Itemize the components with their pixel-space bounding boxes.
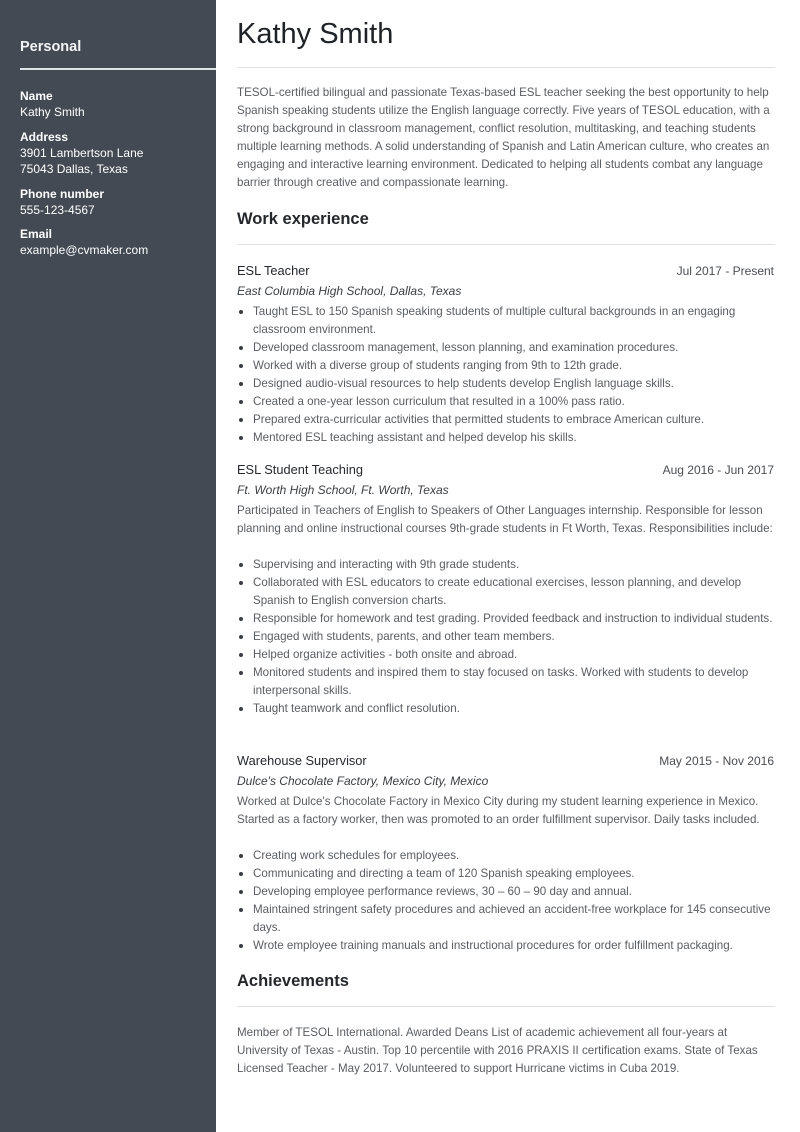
field-name <box>20 88 216 121</box>
field-phone <box>20 186 216 219</box>
field-label: Name <box>20 89 53 103</box>
list-item: Prepared extra-curricular activities that permitted students to embrace American culture. <box>237 411 777 429</box>
job-company: East Columbia High School, Dallas, Texas <box>237 284 462 298</box>
field-value: 75043 Dallas, Texas <box>20 162 128 176</box>
field-address <box>20 129 216 178</box>
section-title: Work experience <box>237 210 369 228</box>
job-company: Dulce's Chocolate Factory, Mexico City, Mexico <box>237 774 489 788</box>
list-item: Responsible for homework and test grading. Provided feedback and instruction to individual students. <box>237 610 777 628</box>
job-entry <box>237 461 777 718</box>
job-description: Worked at Dulce's Chocolate Factory in Mexico City during my student learning experience in Mexico. Started as a factory worker, then was promoted to an order fulfillment supervisor. Daily tasks included. <box>237 795 760 826</box>
list-item: Monitored students and inspired them to stay focused on tasks. Worked with students to develop interpersonal skills. <box>237 664 777 700</box>
job-title: ESL Student Teaching <box>237 462 363 477</box>
list-item: Helped organize activities - both onsite and abroad. <box>237 646 777 664</box>
field-label: Phone number <box>20 186 105 201</box>
field-value: 555-123-4567 <box>20 202 95 217</box>
profile-summary: TESOL-certified bilingual and passionate Texas-based ESL teacher seeking the best opportunity to help Spanish speaking students utilize the English language correctly. Five years of TESOL education, with a strong background in classroom management, conflict resolution, multitasking, and teaching students multiple learning methods. A solid understanding of Spanish and Latin American culture, who creates an engaging and interactive learning environment. Dedicated to helping all students combat any language barrier through creative and compassionate learning. <box>237 86 770 189</box>
job-entry <box>237 262 777 447</box>
field-email <box>20 226 216 259</box>
job-description: Participated in Teachers of English to Speakers of Other Languages internship. Responsible for lesson planning and online instructional courses 9th-grade students in Ft Worth, Texas. Responsibilities include: <box>237 504 773 535</box>
sidebar-divider <box>20 68 216 70</box>
list-item: Maintained stringent safety procedures and achieved an accident-free workplace for 145 consecutive days. <box>237 901 777 937</box>
job-date: Jul 2017 - Present <box>676 264 774 278</box>
job-bullets <box>237 847 777 955</box>
job-date: Aug 2016 - Jun 2017 <box>662 463 774 477</box>
job-entry <box>237 752 777 955</box>
sidebar-title: Personal <box>20 39 82 55</box>
field-label: Email <box>20 227 53 241</box>
list-item: Communicating and directing a team of 120 Spanish speaking employees. <box>237 865 777 883</box>
achievements-section <box>237 971 777 1078</box>
page-title: Kathy Smith <box>237 18 394 50</box>
field-value: Kathy Smith <box>20 105 85 119</box>
list-item: Taught ESL to 150 Spanish speaking students of multiple cultural backgrounds in an engaging classroom environment. <box>237 303 777 339</box>
field-value: example@cvmaker.com <box>20 243 149 257</box>
work-experience-section <box>237 209 777 955</box>
list-item: Wrote employee training manuals and instructional procedures for order fulfillment packaging. <box>237 937 777 955</box>
title-divider <box>237 67 775 68</box>
field-label: Address <box>20 129 69 144</box>
job-title: Warehouse Supervisor <box>237 753 367 768</box>
job-date: May 2015 - Nov 2016 <box>659 754 774 768</box>
job-title: ESL Teacher <box>237 263 310 278</box>
list-item: Mentored ESL teaching assistant and helped develop his skills. <box>237 429 777 447</box>
list-item: Taught teamwork and conflict resolution. <box>237 700 777 718</box>
list-item: Designed audio-visual resources to help students develop English language skills. <box>237 375 777 393</box>
list-item: Developed classroom management, lesson planning, and examination procedures. <box>237 339 777 357</box>
section-title: Achievements <box>237 972 349 990</box>
list-item: Engaged with students, parents, and other team members. <box>237 628 777 646</box>
job-company: Ft. Worth High School, Ft. Worth, Texas <box>237 483 449 497</box>
list-item: Worked with a diverse group of students ranging from 9th to 12th grade. <box>237 357 777 375</box>
achievements-text: Member of TESOL International. Awarded Deans List of academic achievement all four-years at University of Texas - Austin. Top 10 percentile with 2016 PRAXIS II certification exams. State of Texas Licensed Teacher - May 2017. Volunteered to support Hurricane victims in Cuba 2019. <box>237 1026 758 1075</box>
field-value: 3901 Lambertson Lane <box>20 145 144 160</box>
resume-main <box>237 0 777 1078</box>
list-item: Developing employee performance reviews, 30 – 60 – 90 day and annual. <box>237 883 777 901</box>
job-bullets <box>237 556 777 718</box>
job-bullets <box>237 303 777 447</box>
list-item: Creating work schedules for employees. <box>237 847 777 865</box>
list-item: Created a one-year lesson curriculum that resulted in a 100% pass ratio. <box>237 393 777 411</box>
section-divider <box>237 1006 775 1007</box>
list-item: Collaborated with ESL educators to create educational exercises, lesson planning, and develop Spanish to English conversion charts. <box>237 574 777 610</box>
section-divider <box>237 244 775 245</box>
list-item: Supervising and interacting with 9th grade students. <box>237 556 777 574</box>
sidebar-personal <box>0 0 216 1132</box>
